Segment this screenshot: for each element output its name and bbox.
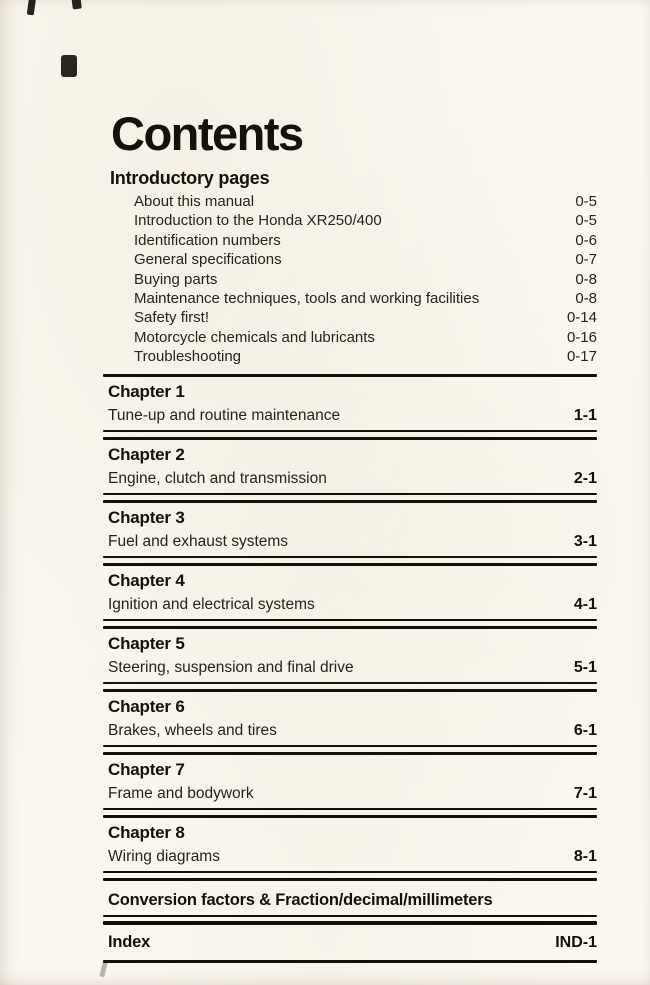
entry-page-number: 0-7 — [575, 251, 597, 269]
chapter-heading: Chapter 3 — [108, 507, 185, 527]
entry-page-number: 0-5 — [575, 212, 597, 230]
divider — [103, 960, 597, 964]
entry-page-number: 1-1 — [573, 406, 597, 424]
toc-entry — [103, 211, 597, 230]
entry-page-number: 7-1 — [573, 784, 597, 802]
divider — [103, 871, 597, 873]
entry-label: Tune-up and routine maintenance — [108, 406, 341, 424]
divider — [103, 556, 597, 558]
chapter-heading: Chapter 1 — [108, 381, 185, 401]
chapter-block — [103, 755, 597, 818]
toc-entry — [103, 469, 597, 488]
scan-mark — [99, 962, 107, 978]
toc-entry — [103, 890, 597, 910]
entry-page-number: 5-1 — [573, 658, 597, 676]
toc-entry — [103, 932, 597, 953]
toc-entry — [103, 328, 597, 347]
divider — [103, 682, 597, 684]
toc-entry — [103, 532, 597, 551]
divider — [103, 915, 597, 917]
divider — [103, 745, 597, 747]
index-block — [103, 925, 597, 964]
entry-label: Brakes, wheels and tires — [108, 721, 277, 739]
chapter-heading: Chapter 4 — [108, 570, 185, 590]
entry-label: Engine, clutch and transmission — [108, 469, 327, 487]
toc-entry — [103, 250, 597, 269]
toc-entry — [103, 658, 597, 677]
scan-mark — [71, 0, 82, 9]
intro-section — [103, 168, 597, 367]
toc-entry — [103, 847, 597, 866]
toc-entry — [103, 308, 597, 327]
conversion-factors-block — [103, 881, 597, 925]
entry-label: Steering, suspension and final drive — [108, 658, 354, 676]
toc-entry — [103, 289, 597, 308]
chapter-block — [103, 629, 597, 692]
entry-label: Safety first! — [134, 309, 210, 327]
entry-label: Motorcycle chemicals and lubricants — [134, 328, 375, 346]
chapter-block — [103, 566, 597, 629]
entry-label: Frame and bodywork — [108, 784, 254, 802]
entry-page-number: 0-6 — [575, 231, 597, 249]
toc-entry — [103, 270, 597, 289]
entry-label: Maintenance techniques, tools and working facilities — [134, 289, 480, 307]
toc-entry — [103, 784, 597, 803]
entry-page-number: 0-8 — [575, 270, 597, 288]
chapter-heading: Chapter 6 — [108, 696, 185, 716]
divider — [103, 619, 597, 621]
chapter-heading: Chapter 8 — [108, 822, 185, 842]
toc-entry — [103, 231, 597, 250]
chapter-block — [103, 818, 597, 881]
entry-page-number: 6-1 — [573, 721, 597, 739]
divider — [103, 808, 597, 810]
entry-label: Introduction to the Honda XR250/400 — [134, 212, 382, 230]
chapter-block — [103, 503, 597, 566]
toc-entry — [103, 192, 597, 211]
table-of-contents — [103, 107, 597, 963]
entry-label: Troubleshooting — [134, 348, 242, 366]
entry-label: Wiring diagrams — [108, 847, 220, 865]
entry-page-number: 4-1 — [573, 595, 597, 613]
entry-page-number: 0-5 — [575, 192, 597, 210]
scan-mark — [61, 55, 77, 77]
chapter-heading: Chapter 2 — [108, 444, 185, 464]
toc-entry — [103, 406, 597, 425]
entry-page-number: 0-8 — [575, 289, 597, 307]
entry-label: Fuel and exhaust systems — [108, 532, 289, 550]
entry-page-number: IND-1 — [555, 933, 597, 951]
entry-label: Index — [108, 932, 151, 951]
entry-page-number: 0-17 — [566, 348, 597, 366]
entry-label: Buying parts — [134, 270, 218, 288]
entry-label: Ignition and electrical systems — [108, 595, 315, 613]
entry-page-number: 3-1 — [573, 532, 597, 550]
chapter-block — [103, 377, 597, 440]
entry-label: About this manual — [134, 192, 255, 210]
intro-heading: Introductory pages — [110, 167, 270, 188]
chapter-heading: Chapter 7 — [108, 759, 185, 779]
page-title: Contents — [111, 107, 303, 160]
entry-label: Identification numbers — [134, 231, 281, 249]
toc-entry — [103, 595, 597, 614]
entry-page-number: 0-14 — [566, 309, 597, 327]
chapter-heading: Chapter 5 — [108, 633, 185, 653]
entry-page-number: 8-1 — [573, 847, 597, 865]
toc-entry — [103, 721, 597, 740]
divider — [103, 430, 597, 432]
chapter-block — [103, 692, 597, 755]
entry-label: General specifications — [134, 251, 282, 269]
entry-page-number: 2-1 — [573, 469, 597, 487]
entry-page-number: 0-16 — [566, 328, 597, 346]
chapter-block — [103, 440, 597, 503]
scan-mark — [27, 0, 37, 15]
entry-label: Conversion factors & Fraction/decimal/millimeters — [108, 891, 493, 910]
toc-entry — [103, 347, 597, 366]
divider — [103, 493, 597, 495]
